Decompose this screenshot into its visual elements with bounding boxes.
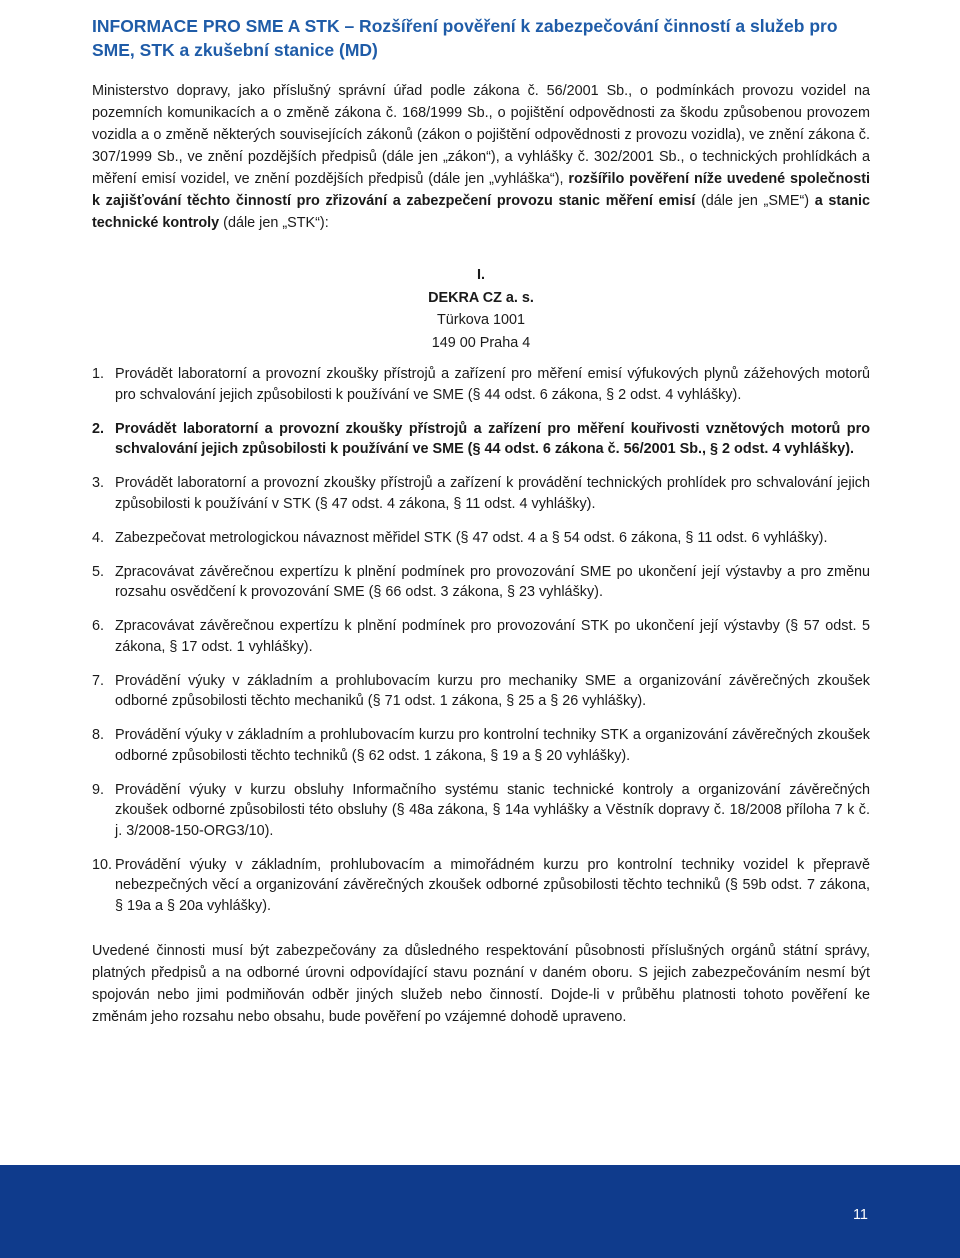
closing-paragraph: Uvedené činnosti musí být zabezpečovány za důsledného respektování působnosti příslušných orgánů státní správy, platných předpisů a na odborné úrovni odpovídající stavu poznání v daném oboru. S jejich zabezpečováním nesmí být spojován nebo jimi podmiňován odběr jiných služeb nebo činností. Dojde-li v průběhu platnosti tohoto pověření ke změnám jeho rozsahu nebo obsahu, bude pověření po vzájemné dohodě upraveno. [92, 943, 870, 1025]
list-item: 7. Provádění výuky v základním a prohlubovacím kurzu pro mechaniky SME a organizování závěrečných zkoušek odborné způsobilosti těchto mechaniků (§ 71 odst. 1 zákona, § 25 a § 26 vyhlášky). [92, 672, 870, 709]
document-page [92, 14, 870, 1042]
list-item: 3. Provádět laboratorní a provozní zkoušky přístrojů a zařízení k provádění technických prohlídek pro schvalování jejich způsobilosti k používání v STK (§ 47 odst. 4 zákona, § 11 odst. 4 vyhlášky). [92, 475, 870, 512]
company-name: DEKRA CZ a. s. [428, 289, 534, 306]
list-item: 1. Provádět laboratorní a provozní zkoušky přístrojů a zařízení pro měření emisí výfukových plynů zážehových motorů pro schvalování jejich způsobilosti k používání ve SME (§ 44 odst. 6 zákona, § 2 odst. 4 vyhlášky). [92, 366, 870, 403]
activity-list [92, 364, 870, 916]
intro-bold-1: rozšířilo pověření níže uvedené společnosti k zajišťování těchto činností pro zřizování a zabezpečení provozu stanic měření emisí [92, 171, 870, 209]
company-city: 149 00 Praha 4 [431, 334, 531, 351]
list-item: 4. Zabezpečovat metrologickou návaznost měřidel STK (§ 47 odst. 4 a § 54 odst. 6 zákona, § 11 odst. 6 vyhlášky). [92, 529, 828, 546]
page-number: 11 [852, 1207, 868, 1223]
section-roman: I. [477, 267, 485, 283]
intro-text-3: (dále jen „STK“): [219, 215, 329, 231]
intro-bold-2: a stanic technické kontroly [92, 193, 871, 231]
company-street: Türkova 1001 [437, 312, 525, 328]
list-item: 10. Provádění výuky v základním, prohlubovacím a mimořádném kurzu pro kontrolní techniky vozidel k přepravě nebezpečných věcí a organizování závěrečných zkoušek odborné způsobilosti těchto techniků (§ 59b odst. 7 zákona, § 19a a § 20a vyhlášky). [92, 856, 870, 914]
list-item: 2. Provádět laboratorní a provozní zkoušky přístrojů a zařízení pro měření kouřivosti vznětových motorů pro schvalování jejich způsobilosti k používání ve SME (§ 44 odst. 6 zákona č. 56/2001 Sb., § 2 odst. 4 vyhlášky). [92, 420, 870, 457]
page-footer-band [0, 1165, 960, 1258]
intro-text-1: Ministerstvo dopravy, jako příslušný správní úřad podle zákona č. 56/2001 Sb., o podmínkách provozu vozidel na pozemních komunikacích a o změně zákona č. 168/1999 Sb., o pojištění odpovědnosti za škodu způsobenou provozem vozidla a o změně některých souvisejících zákonů (zákon o pojištění odpovědnosti z provozu vozidla), ve znění zákona č. 307/1999 Sb., ve znění pozdějších předpisů (dále jen „zákon“), a vyhlášky č. 302/2001 Sb., o technických prohlídkách a měření emisí vozidel, ve znění pozdějších předpisů (dále jen „vyhláška“), [92, 83, 870, 187]
document-title: INFORMACE PRO SME A STK – Rozšíření pověření k zabezpečování činností a služeb pro SME, STK a zkušební stanice (MD) [92, 16, 838, 60]
list-item: 9. Provádění výuky v kurzu obsluhy Informačního systému stanic technické kontroly a organizování závěrečných zkoušek odborné způsobilosti této obsluhy (§ 48a zákona, § 14a vyhlášky a Věstník dopravy č. 18/2008 příloha 7 k č. j. 3/2008-150-ORG3/10). [92, 781, 870, 839]
list-item: 8. Provádění výuky v základním a prohlubovacím kurzu pro kontrolní techniky STK a organizování závěrečných zkoušek odborné způsobilosti těchto techniků (§ 62 odst. 1 zákona, § 19 a § 20 vyhlášky). [92, 727, 870, 764]
list-item: 6. Zpracovávat závěrečnou expertízu k plnění podmínek pro provozování STK po ukončení její výstavby (§ 57 odst. 5 zákona, § 17 odst. 1 vyhlášky). [92, 618, 870, 655]
intro-text-2: (dále jen „SME“) [695, 193, 815, 209]
intro-paragraph [92, 80, 870, 234]
list-item: 5. Zpracovávat závěrečnou expertízu k plnění podmínek pro provozování SME po ukončení její výstavby a pro změnu rozsahu osvědčení k provozování SME (§ 66 odst. 3 zákona, § 23 vyhlášky). [92, 563, 870, 600]
